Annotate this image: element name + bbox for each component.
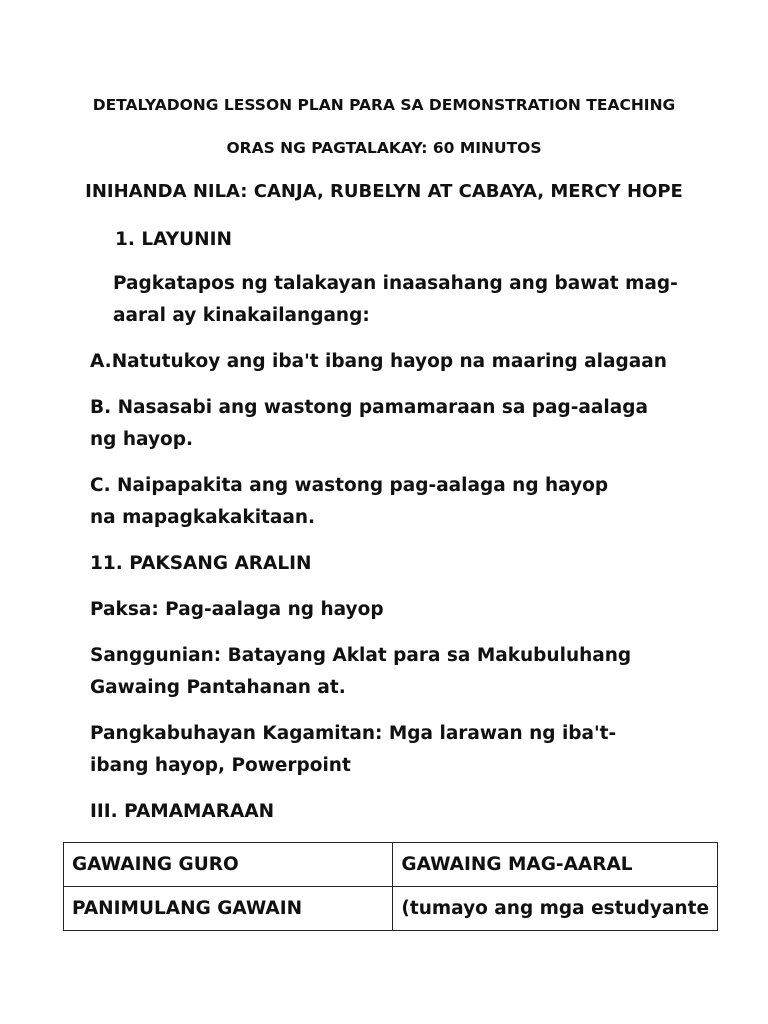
table-cell: PANIMULANG GAWAIN [64, 887, 393, 931]
document-title: DETALYADONG LESSON PLAN PARA SA DEMONSTRATION TEACHING [92, 96, 676, 114]
kagamitan-line: Pangkabuhayan Kagamitan: Mga larawan ng iba't-ibang hayop, Powerpoint [90, 723, 617, 776]
table-row [64, 887, 718, 931]
objectives-intro: Pagkatapos ng talakayan inaasahang ang bawat mag-aaral ay kinakailangang: [113, 273, 678, 326]
table-header-row [64, 843, 718, 887]
objective-a: A.Natutukoy ang iba't ibang hayop na maaring alagaan [90, 351, 667, 372]
table-header-gawaing-mag-aaral: GAWAING MAG-AARAL [393, 843, 718, 887]
section-heading-pamamaraan: III. PAMAMARAAN [90, 801, 275, 822]
sanggunian-line: Sanggunian: Batayang Aklat para sa Makubuluhang Gawaing Pantahanan at. [90, 645, 632, 698]
section-heading-layunin: 1. LAYUNIN [115, 229, 232, 250]
table-header-gawaing-guro: GAWAING GURO [64, 843, 393, 887]
paksa-line: Paksa: Pag-aalaga ng hayop [90, 599, 384, 620]
activities-table [63, 842, 718, 931]
discussion-duration: ORAS NG PAGTALAKAY: 60 MINUTOS [226, 139, 542, 157]
section-heading-paksang-aralin: 11. PAKSANG ARALIN [90, 553, 312, 574]
objective-b: B. Nasasabi ang wastong pamamaraan sa pag-aalaga ng hayop. [90, 397, 648, 450]
table-cell: (tumayo ang mga estudyante [393, 887, 718, 931]
prepared-by: INIHANDA NILA: CANJA, RUBELYN AT CABAYA, MERCY HOPE [85, 181, 683, 202]
objective-c: C. Naipapakita ang wastong pag-aalaga ng hayop na mapagkakakitaan. [90, 475, 609, 528]
